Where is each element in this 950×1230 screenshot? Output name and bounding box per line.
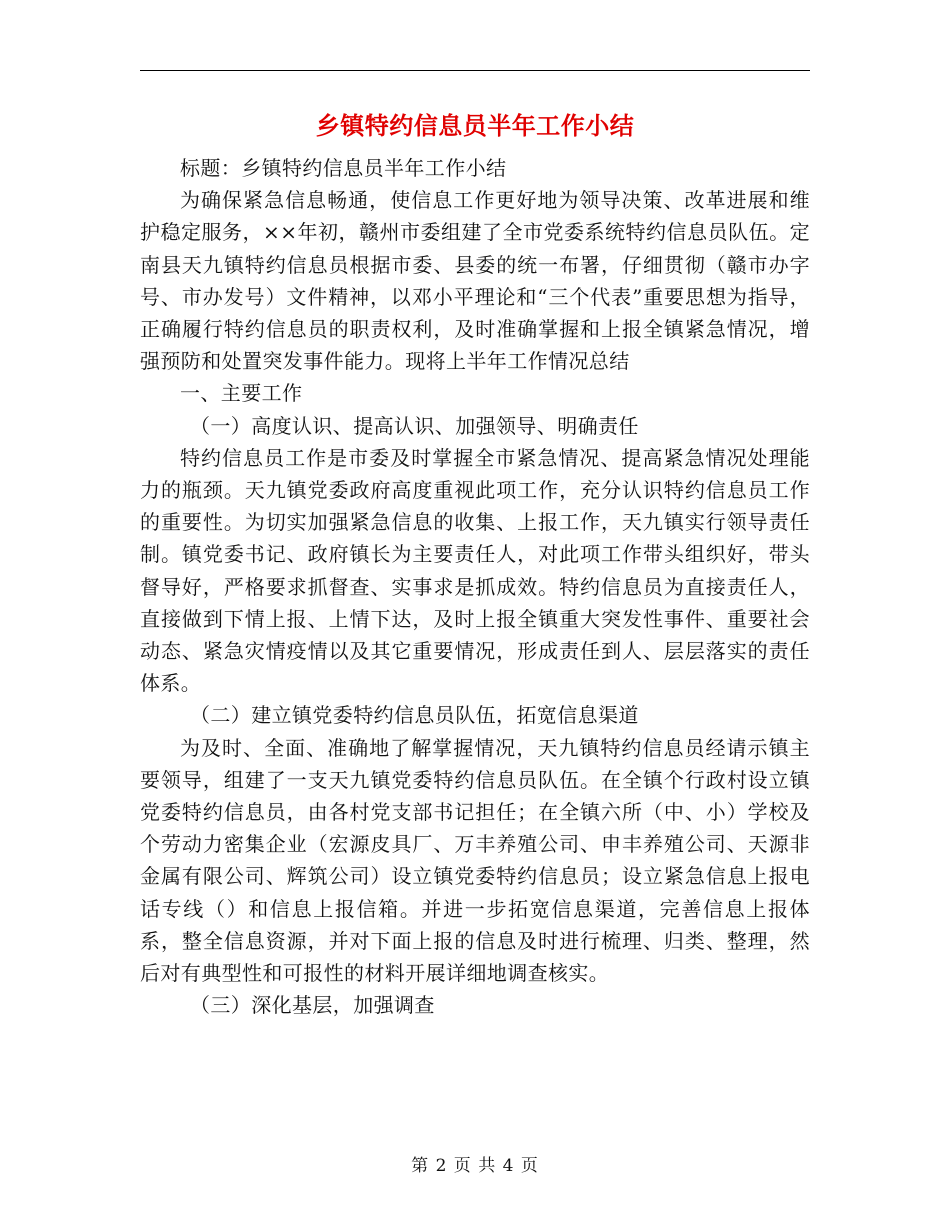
document-body — [140, 152, 810, 1021]
document-title: 乡镇特约信息员半年工作小结 — [315, 112, 635, 140]
paragraph-informant-team: 为及时、全面、准确地了解掌握情况，天九镇特约信息员经请示镇主要领导，组建了一支天九镇党委特约信息员队伍。在全镇个行政村设立镇党委特约信息员，由各村党支部书记担任；在全镇六所（中、小）学校及个劳动力密集企业（宏源皮具厂、万丰养殖公司、申丰养殖公司、天源非金属有限公司、辉筑公司）设立镇党委特约信息员；设立紧急信息上报电话专线（）和信息上报信箱。并进一步拓宽信息渠道，完善信息上报体系，整全信息资源，并对下面上报的信息及时进行梳理、归类、整理，然后对有典型性和可报性的材料开展详细地调查核实。 — [140, 735, 810, 986]
paragraph-leadership-responsibility: 特约信息员工作是市委及时掌握全市紧急情况、提高紧急情况处理能力的瓶颈。天九镇党委政府高度重视此项工作，充分认识特约信息员工作的重要性。为切实加强紧急信息的收集、上报工作，天九镇实行领导责任制。镇党委书记、政府镇长为主要责任人，对此项工作带头组织好，带头督导好，严格要求抓督查、实事求是抓成效。特约信息员为直接责任人，直接做到下情上报、上情下达，及时上报全镇重大突发性事件、重要社会动态、紧急灾情疫情以及其它重要情况，形成责任到人、层层落实的责任体系。 — [140, 445, 810, 696]
page-number-footer: 第 2 页 共 4 页 — [411, 1156, 539, 1176]
subsection-heading-2: （二）建立镇党委特约信息员队伍，拓宽信息渠道 — [190, 703, 639, 728]
paragraph-subject-line: 标题：乡镇特约信息员半年工作小结 — [180, 156, 507, 180]
subsection-heading-3: （三）深化基层，加强调查 — [190, 993, 435, 1018]
section-heading-main-work: 一、主要工作 — [180, 381, 303, 406]
header-rule — [140, 70, 810, 71]
subsection-heading-1: （一）高度认识、提高认识、加强领导、明确责任 — [190, 413, 639, 438]
paragraph-introduction: 为确保紧急信息畅通，使信息工作更好地为领导决策、改革进展和维护稳定服务，××年初，赣州市委组建了全市党委系统特约信息员队伍。定南县天九镇特约信息员根据市委、县委的统一布署，仔细贯彻（赣市办字号、市办发号）文件精神，以邓小平理论和“三个代表”重要思想为指导，正确履行特约信息员的职责权利，及时准确掌握和上报全镇紧急情况，增强预防和处置突发事件能力。现将上半年工作情况总结 — [140, 188, 810, 374]
